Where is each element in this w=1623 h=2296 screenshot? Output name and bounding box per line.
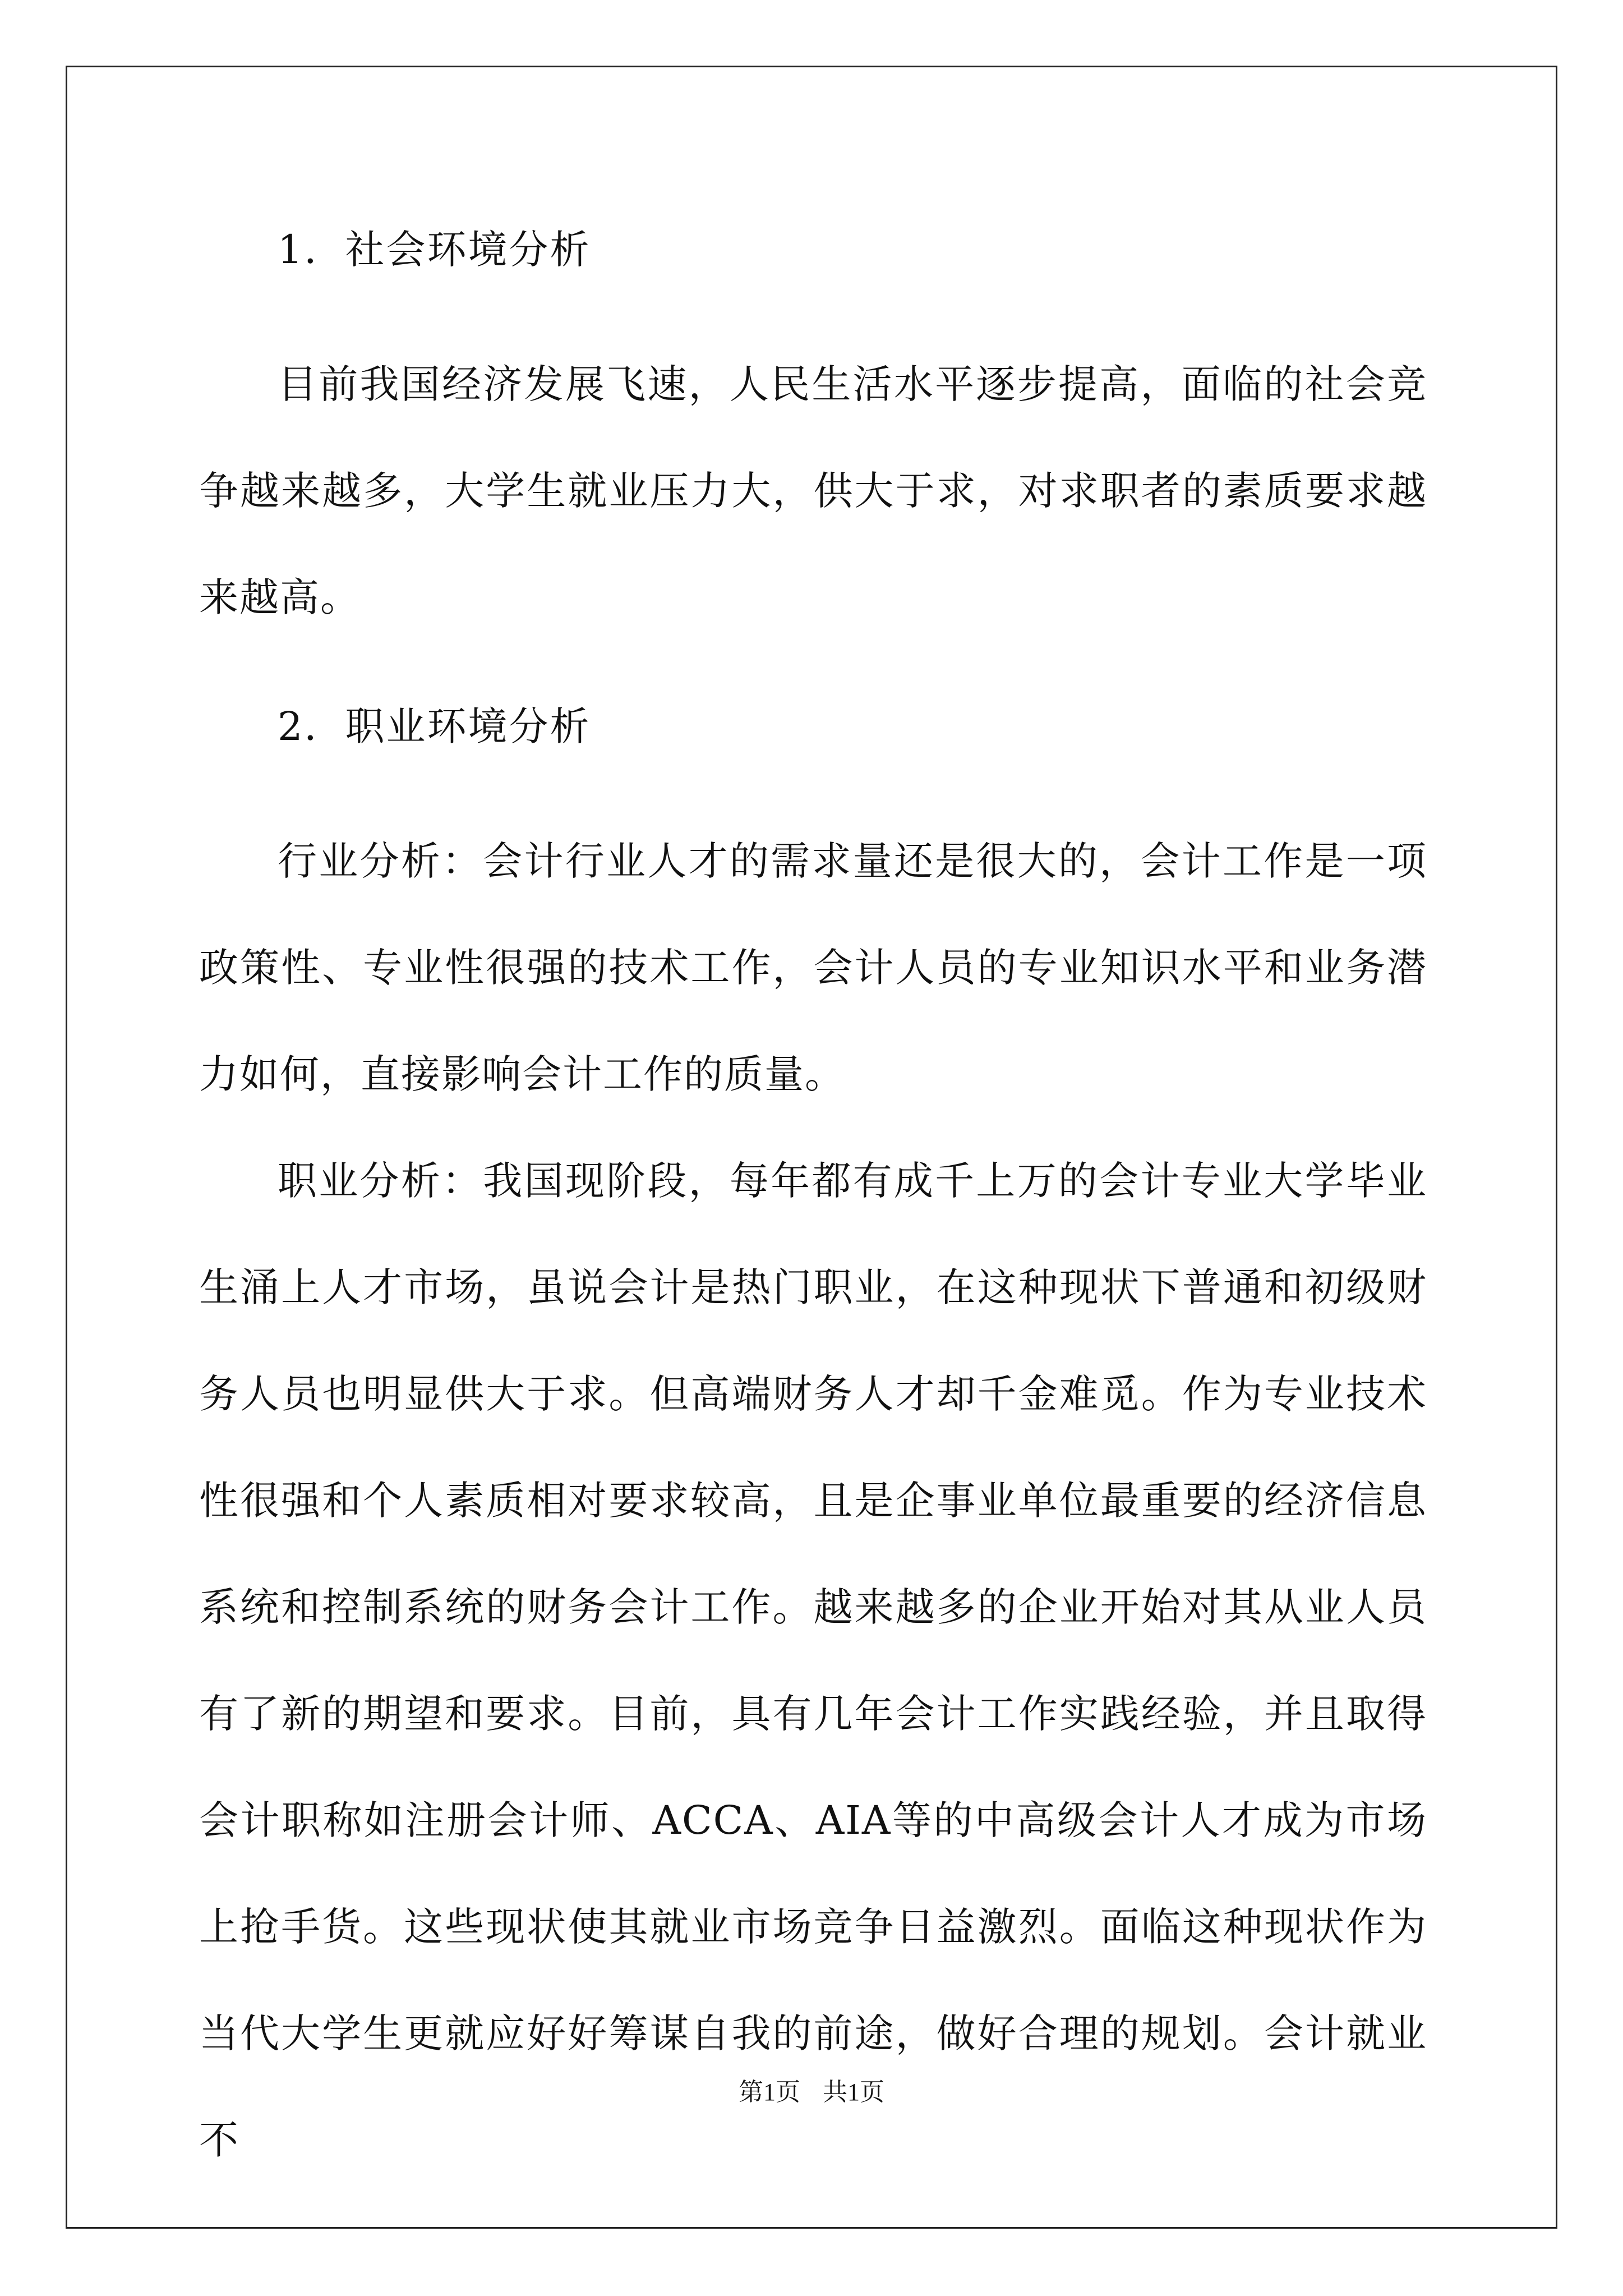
page-total: 共1页 xyxy=(823,2078,884,2106)
paragraph-industry-analysis: 行业分析：会计行业人才的需求量还是很大的，会计工作是一项政策性、专业性很强的技术工作，会计人员的专业知识水平和业务潜力如何，直接影响会计工作的质量。 xyxy=(199,838,1427,1097)
section-heading-career-environment: 2．职业环境分析 xyxy=(278,703,591,749)
page-number: 第1页 xyxy=(739,2078,800,2106)
document-body xyxy=(199,222,1427,2193)
section-heading-social-environment: 1．社会环境分析 xyxy=(278,227,591,273)
page-footer xyxy=(0,2076,1623,2109)
paragraph-career-analysis: 职业分析：我国现阶段，每年都有成千上万的会计专业大学毕业生涌上人才市场，虽说会计是热门职业，在这种现状下普通和初级财务人员也明显供大于求。但高端财务人才却千金难觅。作为专业技术性很强和个人素质相对要求较高，且是企事业单位最重要的经济信息系统和控制系统的财务会计工作。越来越多的企业开始对其从业人员有了新的期望和要求。目前，具有几年会计工作实践经验，并且取得会计职称如注册会计师、ACCA、AIA等的中高级会计人才成为市场上抢手货。这些现状使其就业市场竞争日益激烈。面临这种现状作为当代大学生更就应好好筹谋自我的前途，做好合理的规划。会计就业不 xyxy=(199,1158,1427,2163)
paragraph-social-environment: 目前我国经济发展飞速，人民生活水平逐步提高，面临的社会竞争越来越多，大学生就业压力大，供大于求，对求职者的素质要求越来越高。 xyxy=(199,361,1427,620)
